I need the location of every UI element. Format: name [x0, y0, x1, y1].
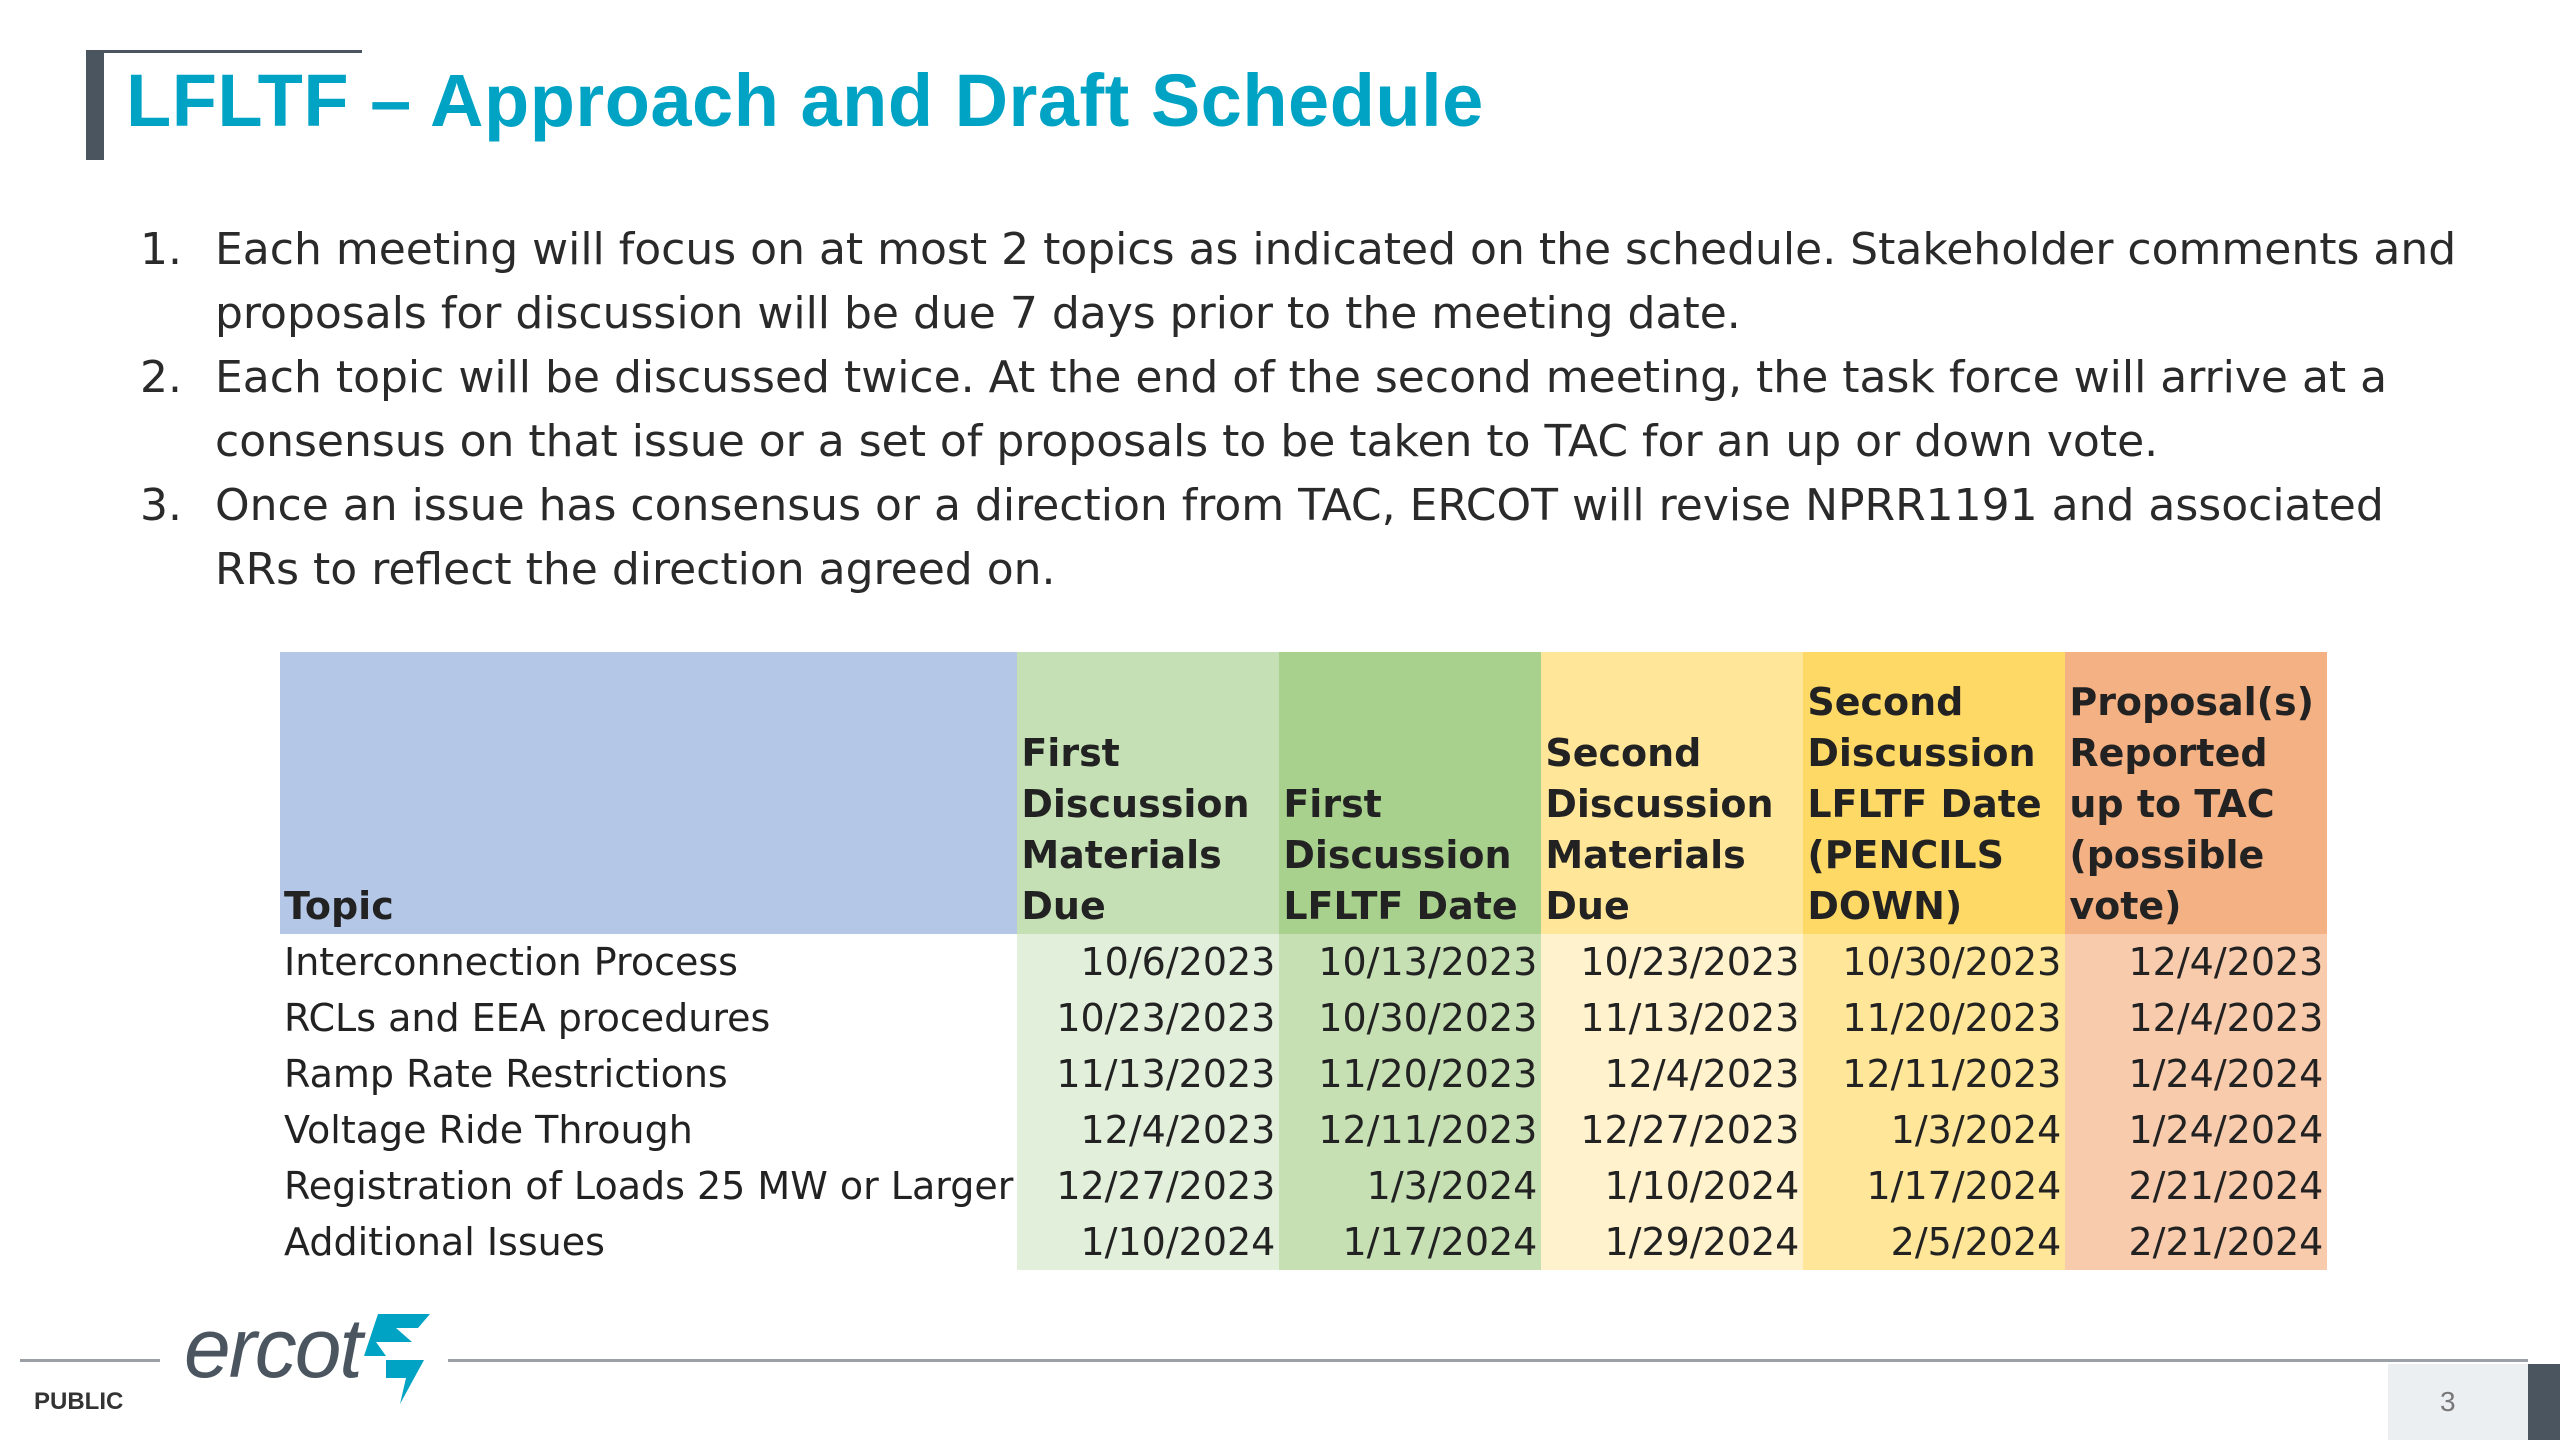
date-cell: 1/17/2024 — [1803, 1158, 2065, 1214]
topic-cell: Ramp Rate Restrictions — [280, 1046, 1017, 1102]
step-number: 3. — [140, 480, 182, 531]
step-item — [140, 474, 2460, 602]
date-cell: 12/27/2023 — [1541, 1102, 1803, 1158]
date-cell: 10/30/2023 — [1803, 934, 2065, 990]
slide-title: LFLTF – Approach and Draft Schedule — [126, 59, 1484, 142]
date-cell: 12/11/2023 — [1279, 1102, 1541, 1158]
table-header-row — [280, 652, 2327, 934]
step-text: Once an issue has consensus or a direction from TAC, ERCOT will revise NPRR1191 and associated RRs to reflect the direction agreed on. — [215, 480, 2384, 595]
date-cell: 1/10/2024 — [1017, 1214, 1279, 1270]
topic-cell: Additional Issues — [280, 1214, 1017, 1270]
classification-label: PUBLIC — [34, 1388, 124, 1415]
date-cell: 1/3/2024 — [1279, 1158, 1541, 1214]
date-cell: 12/4/2023 — [1017, 1102, 1279, 1158]
title-top-rule — [86, 50, 362, 53]
step-text: Each topic will be discussed twice. At the end of the second meeting, the task force will arrive at a consensus on that issue or a set of proposals to be taken to TAC for an up or down vote. — [215, 352, 2388, 467]
date-cell: 2/21/2024 — [2065, 1158, 2327, 1214]
step-item — [140, 218, 2460, 346]
date-cell: 12/4/2023 — [2065, 990, 2327, 1046]
table-row — [280, 1046, 2327, 1102]
date-cell: 12/4/2023 — [1541, 1046, 1803, 1102]
topic-cell: Registration of Loads 25 MW or Larger — [280, 1158, 1017, 1214]
header-topic: Topic — [280, 652, 1017, 934]
page-number-box — [2388, 1364, 2528, 1440]
logo-wordmark: ercot — [184, 1301, 361, 1395]
topic-cell: Voltage Ride Through — [280, 1102, 1017, 1158]
topic-cell: RCLs and EEA procedures — [280, 990, 1017, 1046]
date-cell: 12/27/2023 — [1017, 1158, 1279, 1214]
date-cell: 1/24/2024 — [2065, 1046, 2327, 1102]
table-row — [280, 1158, 2327, 1214]
step-number: 2. — [140, 352, 182, 403]
header-second-materials-due: Second Discussion Materials Due — [1541, 652, 1803, 934]
ercot-bolt-icon — [356, 1308, 436, 1408]
title-accent-bar — [86, 50, 104, 160]
date-cell: 10/6/2023 — [1017, 934, 1279, 990]
date-cell: 10/23/2023 — [1541, 934, 1803, 990]
date-cell: 1/24/2024 — [2065, 1102, 2327, 1158]
page-number: 3 — [2440, 1386, 2456, 1417]
date-cell: 10/13/2023 — [1279, 934, 1541, 990]
header-second-lfltf-date: Second Discussion LFLTF Date (PENCILS DOWN) — [1803, 652, 2065, 934]
header-tac-report: Proposal(s) Reported up to TAC (possible vote) — [2065, 652, 2327, 934]
date-cell: 11/20/2023 — [1279, 1046, 1541, 1102]
schedule-table — [280, 652, 2327, 1270]
topic-cell: Interconnection Process — [280, 934, 1017, 990]
header-first-materials-due: First Discussion Materials Due — [1017, 652, 1279, 934]
date-cell: 11/13/2023 — [1541, 990, 1803, 1046]
table-row — [280, 1214, 2327, 1270]
date-cell: 11/20/2023 — [1803, 990, 2065, 1046]
page-accent-bar — [2528, 1364, 2560, 1440]
date-cell: 12/4/2023 — [2065, 934, 2327, 990]
header-first-lfltf-date: First Discussion LFLTF Date — [1279, 652, 1541, 934]
date-cell: 12/11/2023 — [1803, 1046, 2065, 1102]
date-cell: 2/21/2024 — [2065, 1214, 2327, 1270]
table-row — [280, 1102, 2327, 1158]
date-cell: 1/10/2024 — [1541, 1158, 1803, 1214]
date-cell: 1/17/2024 — [1279, 1214, 1541, 1270]
step-number: 1. — [140, 224, 182, 275]
step-text: Each meeting will focus on at most 2 topics as indicated on the schedule. Stakeholder comments and proposals for discussion will be due 7 days prior to the meeting date. — [215, 224, 2457, 339]
footer-rule-right — [448, 1359, 2528, 1362]
approach-steps-list — [140, 218, 2460, 602]
table-row — [280, 990, 2327, 1046]
ercot-logo — [180, 1300, 440, 1410]
date-cell: 10/30/2023 — [1279, 990, 1541, 1046]
date-cell: 1/3/2024 — [1803, 1102, 2065, 1158]
footer-rule-left — [20, 1359, 160, 1362]
table-row — [280, 934, 2327, 990]
date-cell: 10/23/2023 — [1017, 990, 1279, 1046]
date-cell: 1/29/2024 — [1541, 1214, 1803, 1270]
date-cell: 2/5/2024 — [1803, 1214, 2065, 1270]
step-item — [140, 346, 2460, 474]
date-cell: 11/13/2023 — [1017, 1046, 1279, 1102]
